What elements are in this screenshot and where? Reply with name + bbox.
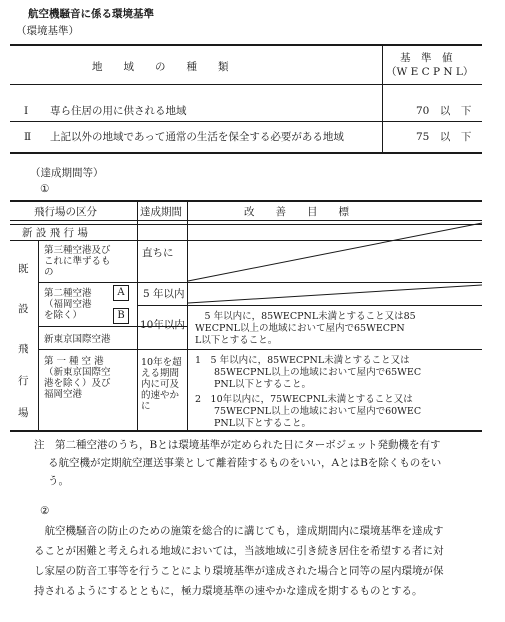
goal-first-1-line1: 1 5 年以内に，85WECPNL未満とすること又は [195, 355, 410, 366]
shin-tokyo-label: 新東京国際空港 [44, 334, 111, 345]
document-title: 航空機騒音に係る環境基準 [28, 8, 154, 20]
row1-area: 専ら住居の用に供される地域 [50, 105, 187, 117]
circle-one-marker: ① [40, 183, 50, 195]
existing-char-4: 行 [18, 375, 29, 387]
first-class-line4: 福岡空港 [44, 389, 83, 400]
diagonal-immediate [188, 223, 482, 281]
row2-area: 上記以外の地域であって通常の生活を保全する必要がある地域 [50, 131, 344, 143]
third-class-line1: 第三種空港及び [44, 245, 111, 256]
header-wecpnl: （W E C P N L） [386, 66, 474, 78]
circle-two-marker: ② [40, 505, 50, 517]
note-line1: 注 第二種空港のうち，Bとは環境基準が定められた日にターボジェット発動機を有す [34, 439, 441, 451]
row2-number: Ⅱ [24, 131, 32, 143]
period-10-years: 10年以内 [140, 319, 185, 331]
first-period-line5: に [141, 401, 151, 412]
measures-line4: 持されるようにするとともに，極力環境基準の速やかな達成を期するものとする。 [34, 585, 423, 597]
existing-char-1: 既 [18, 263, 29, 275]
goal-first-2-line1: 2 10年以内に，75WECPNL未満とすること又は [195, 394, 413, 405]
goal-first-1-line2: 85WECPNL以上の地域において屋内で65WEC [195, 367, 422, 378]
period-5-years: 5 年以内 [143, 288, 185, 300]
first-class-line1: 第 一 種 空 港 [44, 356, 104, 367]
first-period-line3: 内に可及 [141, 379, 180, 390]
new-airport-label: 新 設 飛 行 場 [22, 227, 88, 239]
header-airport-category: 飛行場の区分 [34, 206, 97, 218]
period-immediately: 直ちに [142, 247, 174, 259]
section-label-periods: （達成期間等） [30, 167, 104, 179]
existing-char-2: 設 [18, 303, 29, 315]
row1-number: Ⅰ [24, 105, 29, 117]
second-class-line3: を除く） [44, 310, 83, 321]
goal-first-1-line3: PNL以下とすること。 [195, 379, 312, 390]
first-class-line2: （新東京国際空 [44, 367, 111, 378]
measures-line2: ることが困難と考えられる地域においては，当該地域に引き続き居住を希望する者に対 [34, 545, 444, 557]
third-class-line3: の [44, 267, 54, 278]
section-label-standards: （環境基準） [16, 25, 79, 37]
header-period: 達成期間 [140, 206, 182, 218]
row1-value: 70 以 下 [416, 105, 472, 117]
third-class-line2: これに準ずるも [44, 256, 111, 267]
note-line3: う。 [48, 475, 69, 487]
header-improvement-goal: 改 善 目 標 [244, 206, 349, 218]
measures-line3: し家屋の防音工事等を行うことにより環境基準が達成された場合と同等の屋内環境が保 [34, 565, 444, 577]
existing-char-5: 場 [18, 407, 29, 419]
row2-value: 75 以 下 [416, 131, 472, 143]
note-line2: る航空機が定期航空運送事業として離着陸するものをいい，AとはBを除くものをい [48, 457, 442, 469]
goal-b-line2: WECPNL以上の地域において屋内で65WECPN [195, 323, 405, 334]
first-period-line2: える期間 [141, 368, 180, 379]
goal-first-2-line2: 75WECPNL以上の地域において屋内で60WEC [195, 406, 422, 417]
goal-first-2-line3: PNL以下とすること。 [195, 418, 312, 429]
first-period-line4: 的速やか [141, 390, 180, 401]
existing-char-3: 飛 [18, 343, 29, 355]
header-standard-value: 基 準 値 [400, 52, 453, 64]
box-b: B [113, 308, 129, 324]
goal-b-line1: 5 年以内に，85WECPNL未満とすること又は85 [195, 311, 416, 322]
header-area-type: 地 域 の 種 類 [92, 61, 229, 73]
first-class-line3: 港を除く）及び [44, 378, 111, 389]
first-period-line1: 10年を超 [141, 357, 182, 368]
box-a: A [113, 285, 129, 301]
goal-b-line3: L以下とすること。 [195, 335, 278, 346]
measures-line1: 航空機騒音の防止のための施策を総合的に講じても，達成期間内に環境基準を達成す [34, 525, 444, 537]
diagonal-a-5years [188, 285, 482, 303]
second-class-line1: 第二種空港 [44, 288, 92, 299]
second-class-line2: （福岡空港 [44, 299, 92, 310]
